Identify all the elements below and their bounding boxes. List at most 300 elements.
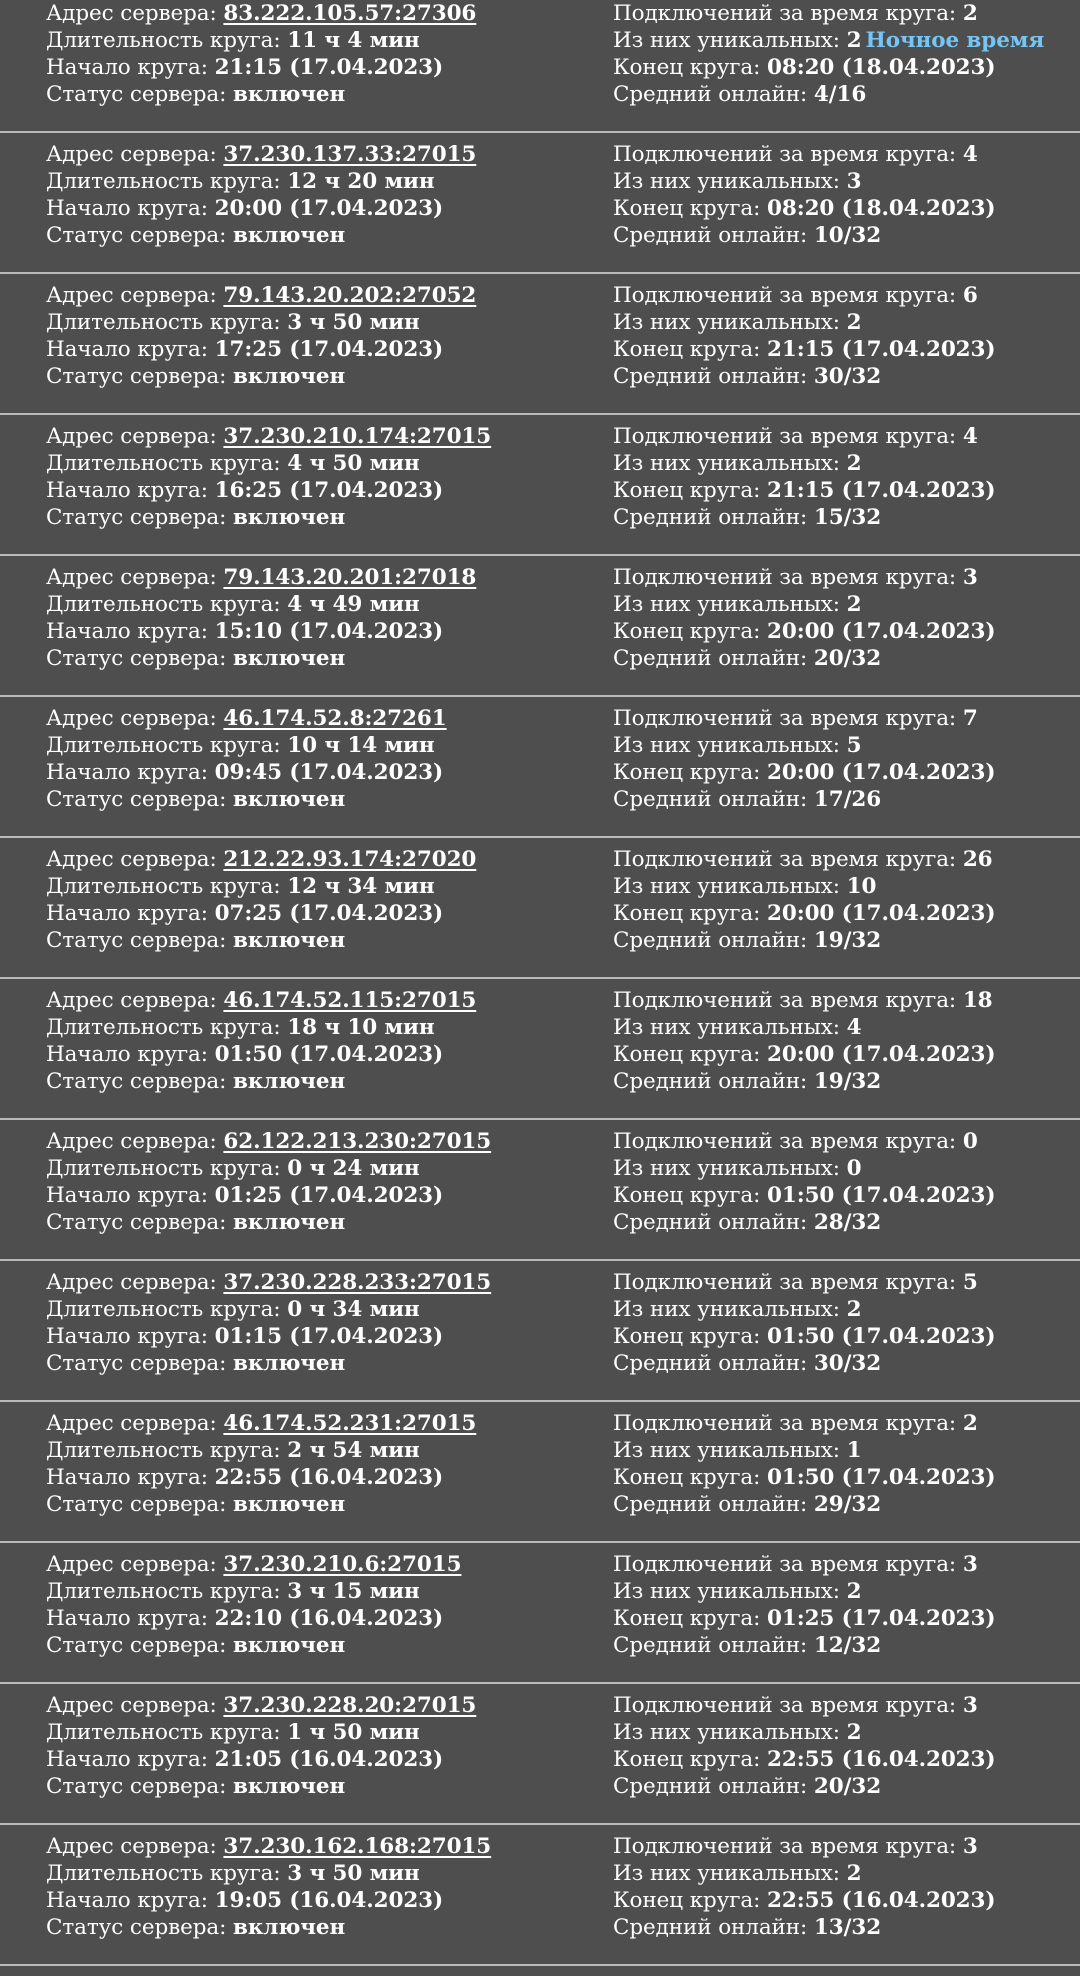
round-duration-value: 2 ч 54 мин: [287, 1438, 420, 1463]
average-online-row: [613, 504, 995, 531]
round-end-value: 20:00 (17.04.2023): [767, 901, 996, 926]
unique-connections-label: Из них уникальных:: [613, 28, 840, 53]
server-status-row: [46, 222, 476, 249]
round-stats-info: [613, 987, 995, 1095]
average-online-row: [613, 363, 995, 390]
connections-value: 7: [962, 706, 978, 731]
server-status-value: включен: [233, 1351, 346, 1376]
unique-connections-row: [613, 450, 995, 477]
round-duration-label: Длительность круга:: [46, 1297, 281, 1322]
server-status-row: [46, 786, 447, 813]
connections-label: Подключений за время круга:: [613, 1552, 957, 1577]
unique-connections-label: Из них уникальных:: [613, 169, 840, 194]
average-online-value: 19/32: [813, 1069, 882, 1094]
average-online-label: Средний онлайн:: [613, 364, 808, 389]
server-status-row: [46, 1209, 491, 1236]
unique-connections-label: Из них уникальных:: [613, 310, 840, 335]
round-stats-info: [613, 282, 995, 390]
connections-row: [613, 705, 995, 732]
round-main-info: [46, 0, 476, 108]
server-address-link[interactable]: 37.230.228.233:27015: [223, 1270, 492, 1295]
round-start-value: 21:05 (16.04.2023): [214, 1747, 444, 1772]
round-main-info: [46, 564, 476, 672]
connections-value: 3: [962, 565, 978, 590]
server-status-value: включен: [233, 505, 346, 530]
round-start-label: Начало круга:: [46, 1324, 208, 1349]
round-divider: [0, 1964, 1080, 1966]
server-address-link[interactable]: 83.222.105.57:27306: [223, 1, 477, 26]
average-online-value: 12/32: [813, 1633, 882, 1658]
connections-label: Подключений за время круга:: [613, 283, 957, 308]
round-end-label: Конец круга:: [613, 619, 761, 644]
server-status-value: включен: [233, 928, 346, 953]
unique-connections-value: 2: [846, 1297, 862, 1322]
unique-connections-label: Из них уникальных:: [613, 592, 840, 617]
server-status-value: включен: [233, 1774, 346, 1799]
round-start-row: [46, 1746, 476, 1773]
server-round-card: [0, 838, 1080, 979]
average-online-label: Средний онлайн:: [613, 223, 808, 248]
average-online-label: Средний онлайн:: [613, 505, 808, 530]
round-end-label: Конец круга:: [613, 760, 761, 785]
round-stats-info: [613, 1128, 995, 1236]
round-start-value: 15:10 (17.04.2023): [214, 619, 444, 644]
round-start-row: [46, 1182, 491, 1209]
server-address-link[interactable]: 37.230.162.168:27015: [223, 1834, 492, 1859]
round-stats-info: [613, 1551, 995, 1659]
connections-label: Подключений за время круга:: [613, 847, 957, 872]
round-start-row: [46, 759, 447, 786]
server-address-link[interactable]: 46.174.52.231:27015: [223, 1411, 477, 1436]
unique-connections-label: Из них уникальных:: [613, 1156, 840, 1181]
unique-connections-value: 2: [846, 451, 862, 476]
round-duration-row: [46, 732, 447, 759]
server-address-row: [46, 423, 491, 450]
connections-value: 3: [962, 1834, 978, 1859]
unique-connections-row: [613, 1296, 995, 1323]
server-status-label: Статус сервера:: [46, 646, 227, 671]
connections-label: Подключений за время круга:: [613, 565, 957, 590]
server-address-link[interactable]: 37.230.137.33:27015: [223, 142, 477, 167]
unique-connections-label: Из них уникальных:: [613, 1438, 840, 1463]
round-start-value: 20:00 (17.04.2023): [214, 196, 444, 221]
round-end-label: Конец круга:: [613, 901, 761, 926]
connections-value: 26: [962, 847, 993, 872]
round-end-row: [613, 759, 995, 786]
connections-row: [613, 564, 995, 591]
round-start-row: [46, 54, 476, 81]
round-start-label: Начало круга:: [46, 1465, 208, 1490]
round-duration-value: 12 ч 34 мин: [287, 874, 435, 899]
server-status-label: Статус сервера:: [46, 928, 227, 953]
unique-connections-label: Из них уникальных:: [613, 451, 840, 476]
server-address-row: [46, 1551, 461, 1578]
unique-connections-label: Из них уникальных:: [613, 1720, 840, 1745]
round-start-value: 17:25 (17.04.2023): [214, 337, 444, 362]
round-duration-label: Длительность круга:: [46, 1720, 281, 1745]
round-end-value: 08:20 (18.04.2023): [767, 55, 996, 80]
round-start-label: Начало круга:: [46, 337, 208, 362]
round-end-value: 22:55 (16.04.2023): [767, 1747, 996, 1772]
round-duration-label: Длительность круга:: [46, 1579, 281, 1604]
server-address-link[interactable]: 37.230.210.174:27015: [223, 424, 492, 449]
server-address-label: Адрес сервера:: [46, 142, 217, 167]
server-status-label: Статус сервера:: [46, 787, 227, 812]
unique-connections-value: 0: [846, 1156, 862, 1181]
connections-label: Подключений за время круга:: [613, 142, 957, 167]
server-address-label: Адрес сервера:: [46, 1, 217, 26]
connections-label: Подключений за время круга:: [613, 1129, 957, 1154]
server-address-label: Адрес сервера:: [46, 847, 217, 872]
unique-connections-row: [613, 1860, 995, 1887]
connections-value: 3: [962, 1693, 978, 1718]
unique-connections-label: Из них уникальных:: [613, 1861, 840, 1886]
server-address-link[interactable]: 46.174.52.115:27015: [223, 988, 477, 1013]
round-duration-label: Длительность круга:: [46, 1156, 281, 1181]
round-duration-value: 0 ч 24 мин: [287, 1156, 420, 1181]
unique-connections-label: Из них уникальных:: [613, 1015, 840, 1040]
round-start-value: 22:10 (16.04.2023): [214, 1606, 444, 1631]
round-main-info: [46, 1128, 491, 1236]
server-address-label: Адрес сервера:: [46, 424, 217, 449]
server-round-card: [0, 979, 1080, 1120]
round-duration-value: 0 ч 34 мин: [287, 1297, 420, 1322]
server-address-link[interactable]: 212.22.93.174:27020: [223, 847, 477, 872]
server-address-row: [46, 1128, 491, 1155]
average-online-label: Средний онлайн:: [613, 1492, 808, 1517]
round-duration-row: [46, 1578, 461, 1605]
server-address-link[interactable]: 79.143.20.201:27018: [223, 565, 477, 590]
round-start-value: 01:15 (17.04.2023): [214, 1324, 444, 1349]
server-address-link[interactable]: 62.122.213.230:27015: [223, 1129, 492, 1154]
round-end-label: Конец круга:: [613, 1324, 761, 1349]
server-status-value: включен: [233, 787, 346, 812]
average-online-label: Средний онлайн:: [613, 928, 808, 953]
round-start-label: Начало круга:: [46, 760, 208, 785]
server-round-card: [0, 1543, 1080, 1684]
server-address-link[interactable]: 37.230.210.6:27015: [223, 1552, 462, 1577]
server-status-label: Статус сервера:: [46, 364, 227, 389]
round-end-label: Конец круга:: [613, 1042, 761, 1067]
connections-row: [613, 1551, 995, 1578]
round-duration-label: Длительность круга:: [46, 874, 281, 899]
unique-connections-value: 10: [846, 874, 877, 899]
server-status-label: Статус сервера:: [46, 1351, 227, 1376]
round-start-value: 01:25 (17.04.2023): [214, 1183, 444, 1208]
round-start-row: [46, 900, 476, 927]
unique-connections-row: [613, 27, 1044, 54]
server-address-row: [46, 1410, 476, 1437]
round-duration-value: 4 ч 50 мин: [287, 451, 420, 476]
round-duration-row: [46, 873, 476, 900]
round-start-row: [46, 1041, 476, 1068]
average-online-row: [613, 645, 995, 672]
server-address-label: Адрес сервера:: [46, 1411, 217, 1436]
server-address-label: Адрес сервера:: [46, 1129, 217, 1154]
round-start-value: 09:45 (17.04.2023): [214, 760, 444, 785]
connections-label: Подключений за время круга:: [613, 1693, 957, 1718]
server-address-row: [46, 1692, 476, 1719]
round-duration-row: [46, 168, 476, 195]
round-start-label: Начало круга:: [46, 901, 208, 926]
round-duration-label: Длительность круга:: [46, 451, 281, 476]
round-duration-value: 3 ч 15 мин: [287, 1579, 420, 1604]
round-main-info: [46, 1833, 491, 1941]
server-status-row: [46, 1068, 476, 1095]
server-round-card: [0, 556, 1080, 697]
server-status-value: включен: [233, 1492, 346, 1517]
round-end-value: 01:50 (17.04.2023): [767, 1324, 996, 1349]
round-end-label: Конец круга:: [613, 1747, 761, 1772]
server-round-card: [0, 1684, 1080, 1825]
unique-connections-value: 2: [846, 310, 862, 335]
round-end-row: [613, 1887, 995, 1914]
round-duration-label: Длительность круга:: [46, 28, 281, 53]
server-status-row: [46, 504, 491, 531]
average-online-value: 4/16: [813, 82, 867, 107]
round-main-info: [46, 1410, 476, 1518]
server-status-value: включен: [233, 1633, 346, 1658]
server-status-label: Статус сервера:: [46, 1210, 227, 1235]
round-main-info: [46, 1692, 476, 1800]
round-end-row: [613, 1182, 995, 1209]
server-address-row: [46, 141, 476, 168]
connections-value: 2: [962, 1411, 978, 1436]
server-round-card: [0, 1261, 1080, 1402]
connections-label: Подключений за время круга:: [613, 988, 957, 1013]
server-status-row: [46, 1914, 491, 1941]
round-start-label: Начало круга:: [46, 478, 208, 503]
round-duration-row: [46, 1437, 476, 1464]
server-round-card: [0, 133, 1080, 274]
round-start-label: Начало круга:: [46, 1888, 208, 1913]
unique-connections-label: Из них уникальных:: [613, 1579, 840, 1604]
round-start-label: Начало круга:: [46, 1606, 208, 1631]
unique-connections-row: [613, 1578, 995, 1605]
night-time-badge: Ночное время: [865, 28, 1045, 53]
round-main-info: [46, 282, 476, 390]
unique-connections-value: 1: [846, 1438, 862, 1463]
connections-label: Подключений за время круга:: [613, 424, 957, 449]
average-online-value: 17/26: [813, 787, 882, 812]
round-start-row: [46, 1323, 491, 1350]
server-address-link[interactable]: 79.143.20.202:27052: [223, 283, 477, 308]
average-online-label: Средний онлайн:: [613, 1351, 808, 1376]
round-end-value: 20:00 (17.04.2023): [767, 619, 996, 644]
unique-connections-label: Из них уникальных:: [613, 1297, 840, 1322]
round-duration-value: 4 ч 49 мин: [287, 592, 420, 617]
unique-connections-row: [613, 1155, 995, 1182]
server-round-card: [0, 0, 1080, 133]
unique-connections-value: 2: [846, 28, 862, 53]
server-address-label: Адрес сервера:: [46, 988, 217, 1013]
average-online-label: Средний онлайн:: [613, 1210, 808, 1235]
server-status-label: Статус сервера:: [46, 505, 227, 530]
round-start-value: 22:55 (16.04.2023): [214, 1465, 444, 1490]
round-duration-value: 12 ч 20 мин: [287, 169, 435, 194]
unique-connections-label: Из них уникальных:: [613, 874, 840, 899]
round-start-value: 01:50 (17.04.2023): [214, 1042, 444, 1067]
server-address-row: [46, 1269, 491, 1296]
round-end-label: Конец круга:: [613, 1465, 761, 1490]
server-address-link[interactable]: 37.230.228.20:27015: [223, 1693, 477, 1718]
connections-label: Подключений за время круга:: [613, 1270, 957, 1295]
round-start-row: [46, 618, 476, 645]
server-status-row: [46, 363, 476, 390]
server-address-label: Адрес сервера:: [46, 1552, 217, 1577]
connections-row: [613, 423, 995, 450]
round-end-row: [613, 1464, 995, 1491]
connections-row: [613, 1410, 995, 1437]
average-online-label: Средний онлайн:: [613, 646, 808, 671]
round-duration-row: [46, 1719, 476, 1746]
round-duration-label: Длительность круга:: [46, 1861, 281, 1886]
round-main-info: [46, 705, 447, 813]
connections-row: [613, 0, 1044, 27]
round-end-row: [613, 477, 995, 504]
server-address-label: Адрес сервера:: [46, 1270, 217, 1295]
round-end-row: [613, 1746, 995, 1773]
round-end-value: 01:25 (17.04.2023): [767, 1606, 996, 1631]
round-stats-info: [613, 141, 995, 249]
average-online-label: Средний онлайн:: [613, 1069, 808, 1094]
round-start-label: Начало круга:: [46, 1042, 208, 1067]
average-online-row: [613, 1773, 995, 1800]
server-status-value: включен: [233, 646, 346, 671]
round-main-info: [46, 1269, 491, 1377]
round-end-row: [613, 1041, 995, 1068]
round-duration-row: [46, 591, 476, 618]
connections-row: [613, 1128, 995, 1155]
round-stats-info: [613, 1269, 995, 1377]
connections-row: [613, 282, 995, 309]
round-stats-info: [613, 846, 995, 954]
server-address-row: [46, 0, 476, 27]
server-address-row: [46, 282, 476, 309]
server-status-value: включен: [233, 1915, 346, 1940]
round-start-label: Начало круга:: [46, 196, 208, 221]
round-stats-info: [613, 1410, 995, 1518]
server-address-label: Адрес сервера:: [46, 565, 217, 590]
round-main-info: [46, 423, 491, 531]
average-online-label: Средний онлайн:: [613, 1915, 808, 1940]
connections-row: [613, 1692, 995, 1719]
average-online-label: Средний онлайн:: [613, 787, 808, 812]
round-start-label: Начало круга:: [46, 55, 208, 80]
average-online-label: Средний онлайн:: [613, 1633, 808, 1658]
round-start-label: Начало круга:: [46, 1747, 208, 1772]
unique-connections-row: [613, 591, 995, 618]
server-round-card: [0, 697, 1080, 838]
server-address-row: [46, 705, 447, 732]
server-status-value: включен: [233, 364, 346, 389]
connections-value: 3: [962, 1552, 978, 1577]
round-end-row: [613, 1605, 995, 1632]
round-main-info: [46, 987, 476, 1095]
round-duration-label: Длительность круга:: [46, 310, 281, 335]
unique-connections-value: 4: [846, 1015, 862, 1040]
unique-connections-row: [613, 1437, 995, 1464]
average-online-row: [613, 222, 995, 249]
round-end-value: 01:50 (17.04.2023): [767, 1183, 996, 1208]
round-start-row: [46, 195, 476, 222]
average-online-row: [613, 927, 995, 954]
unique-connections-row: [613, 873, 995, 900]
round-end-value: 22:55 (16.04.2023): [767, 1888, 996, 1913]
round-end-value: 21:15 (17.04.2023): [767, 478, 996, 503]
server-round-card: [0, 274, 1080, 415]
connections-value: 4: [962, 424, 978, 449]
round-end-value: 01:50 (17.04.2023): [767, 1465, 996, 1490]
round-start-value: 16:25 (17.04.2023): [214, 478, 444, 503]
round-end-label: Конец круга:: [613, 337, 761, 362]
connections-row: [613, 987, 995, 1014]
round-start-row: [46, 1605, 461, 1632]
round-duration-label: Длительность круга:: [46, 1438, 281, 1463]
average-online-row: [613, 1914, 995, 1941]
unique-connections-value: 3: [846, 169, 862, 194]
server-status-row: [46, 927, 476, 954]
server-status-row: [46, 81, 476, 108]
server-address-link[interactable]: 46.174.52.8:27261: [223, 706, 447, 731]
round-end-value: 20:00 (17.04.2023): [767, 760, 996, 785]
average-online-row: [613, 1632, 995, 1659]
average-online-row: [613, 1068, 995, 1095]
round-duration-row: [46, 1014, 476, 1041]
average-online-row: [613, 81, 1044, 108]
average-online-label: Средний онлайн:: [613, 82, 808, 107]
server-status-row: [46, 1350, 491, 1377]
server-status-value: включен: [233, 1069, 346, 1094]
round-end-value: 20:00 (17.04.2023): [767, 1042, 996, 1067]
round-duration-label: Длительность круга:: [46, 1015, 281, 1040]
connections-label: Подключений за время круга:: [613, 706, 957, 731]
server-address-label: Адрес сервера:: [46, 283, 217, 308]
server-status-label: Статус сервера:: [46, 82, 227, 107]
round-duration-label: Длительность круга:: [46, 169, 281, 194]
round-main-info: [46, 846, 476, 954]
round-end-label: Конец круга:: [613, 1183, 761, 1208]
round-start-row: [46, 336, 476, 363]
round-end-row: [613, 54, 1044, 81]
server-round-card: [0, 1120, 1080, 1261]
round-end-label: Конец круга:: [613, 1606, 761, 1631]
server-status-label: Статус сервера:: [46, 1069, 227, 1094]
connections-label: Подключений за время круга:: [613, 1834, 957, 1859]
round-stats-info: [613, 564, 995, 672]
server-round-card: [0, 415, 1080, 556]
unique-connections-value: 2: [846, 1720, 862, 1745]
server-address-label: Адрес сервера:: [46, 1834, 217, 1859]
server-address-label: Адрес сервера:: [46, 706, 217, 731]
round-end-label: Конец круга:: [613, 1888, 761, 1913]
server-address-row: [46, 1833, 491, 1860]
round-main-info: [46, 141, 476, 249]
round-duration-value: 3 ч 50 мин: [287, 310, 420, 335]
round-duration-value: 18 ч 10 мин: [287, 1015, 435, 1040]
unique-connections-row: [613, 168, 995, 195]
unique-connections-row: [613, 1014, 995, 1041]
round-start-value: 19:05 (16.04.2023): [214, 1888, 444, 1913]
server-address-label: Адрес сервера:: [46, 1693, 217, 1718]
round-start-value: 07:25 (17.04.2023): [214, 901, 444, 926]
server-status-label: Статус сервера:: [46, 1774, 227, 1799]
average-online-row: [613, 1209, 995, 1236]
server-status-label: Статус сервера:: [46, 1915, 227, 1940]
unique-connections-row: [613, 309, 995, 336]
server-round-card: [0, 1825, 1080, 1966]
connections-value: 18: [962, 988, 993, 1013]
